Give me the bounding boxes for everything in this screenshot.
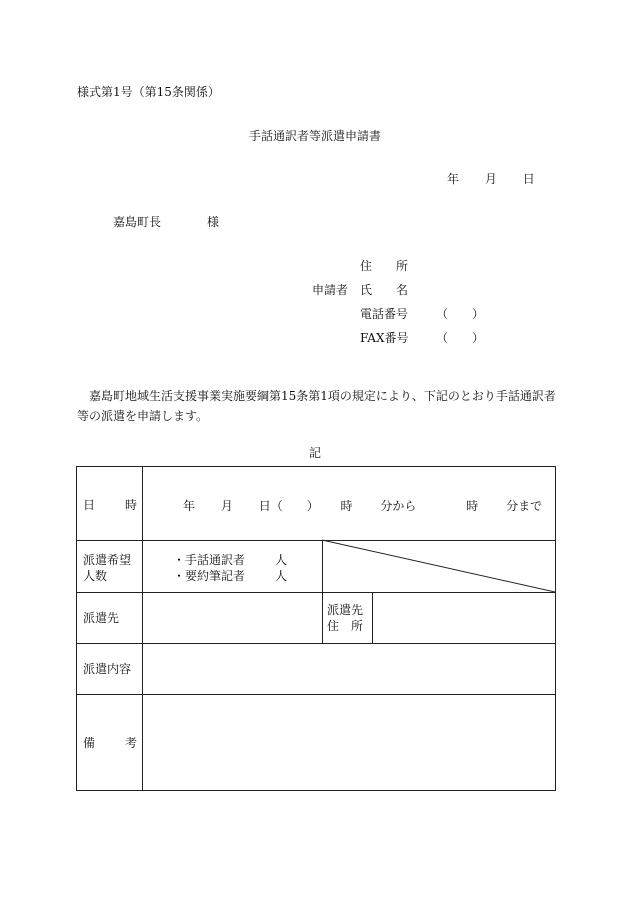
date-year-label: 年: [447, 172, 460, 186]
destination-address-label: [327, 602, 369, 634]
content-label: 派遣内容: [83, 662, 132, 676]
summary-writer-item: ・要約筆記者: [173, 569, 246, 583]
applicant-name-row: [312, 282, 436, 298]
applicant-phone-label: 電話番号: [360, 307, 409, 321]
count-label-line1: 派遣希望: [83, 553, 132, 567]
count-label-line2: 人数: [83, 569, 108, 583]
destination-label: 派遣先: [83, 611, 120, 625]
summary-writer-unit: 人: [275, 569, 288, 583]
request-details-table: [76, 466, 556, 791]
document-title: 手話通訳者等派遣申請書: [248, 129, 381, 143]
dest-address-label-line1: 派遣先: [327, 603, 364, 617]
phone-area-code-paren: （ ）: [436, 307, 485, 321]
applicant-fax-label: FAX番号: [360, 331, 409, 345]
dt-hour-to: 時: [466, 499, 479, 513]
dt-hour-from: 時: [340, 499, 353, 513]
sign-interpreter-item: ・手話通訳者: [173, 553, 246, 567]
form-number: 様式第1号（第15条関係）: [77, 85, 220, 99]
applicant-fax-row: [312, 330, 484, 346]
applicant-address-label: 住 所: [360, 259, 409, 273]
dt-day-weekday: 日（ ）: [258, 499, 319, 513]
addressee: [113, 214, 219, 230]
ki-heading: 記: [308, 446, 321, 460]
datetime-label: [83, 497, 137, 513]
dest-address-label-line2: 住 所: [327, 619, 364, 633]
dt-minute-from: 分から: [380, 499, 417, 513]
addressee-name: 嘉島町長: [113, 215, 162, 229]
date-month-label: 月: [484, 172, 497, 186]
applicant-address-row: [312, 258, 436, 274]
interpreter-count-list: [173, 552, 287, 584]
dt-year: 年: [183, 499, 196, 513]
applicant-phone-row: [312, 306, 484, 322]
remarks-label-text: 備: [83, 736, 96, 750]
addressee-honorific: 様: [207, 215, 220, 229]
datetime-field: [143, 497, 542, 514]
dt-month: 月: [220, 499, 233, 513]
remarks-label: [83, 735, 137, 751]
application-date: [447, 171, 535, 187]
fax-area-code-paren: （ ）: [436, 331, 485, 345]
remarks-label-text-tail: 考: [124, 736, 137, 750]
application-statement: 嘉島町地域生活支援事業実施要綱第15条第1項の規定により、下記のとおり手話通訳者等の派遣を申請します。: [77, 389, 556, 423]
applicant-label: 申請者: [312, 283, 349, 297]
count-label: [83, 552, 137, 584]
datetime-label-text: 日: [83, 498, 96, 512]
applicant-name-label: 氏 名: [360, 283, 409, 297]
dt-minute-to: 分まで: [506, 499, 543, 513]
sign-interpreter-unit: 人: [275, 553, 288, 567]
count-cell-diagonal: [77, 467, 555, 790]
date-day-label: 日: [522, 172, 535, 186]
datetime-label-text-tail: 時: [124, 498, 137, 512]
